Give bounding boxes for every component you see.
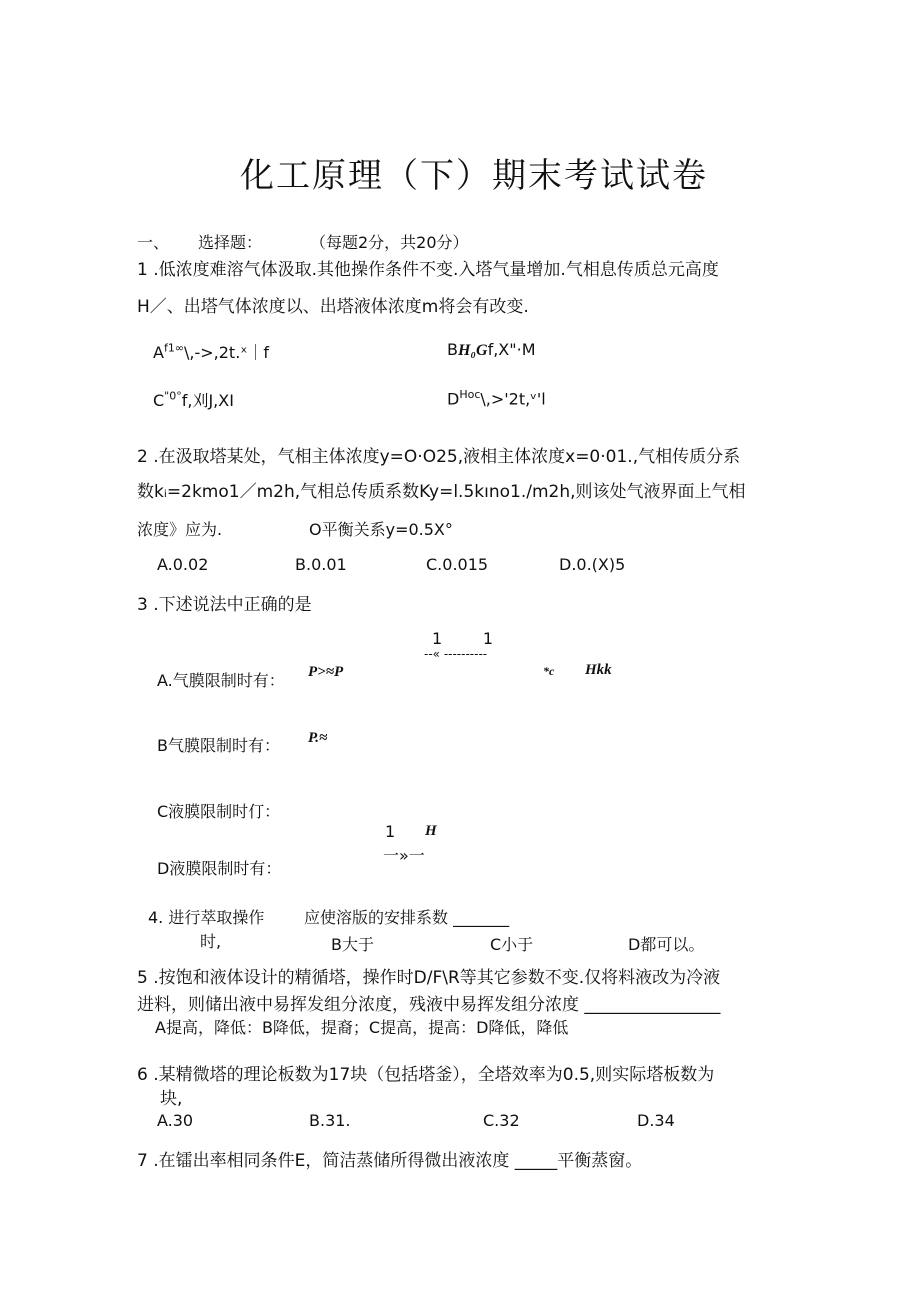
q6-option-c: C.32 <box>483 1111 520 1130</box>
q7-line1: 7 .在镭出率相同条件E，简洁蒸储所得微出液浓度 _____平衡蒸窗。 <box>137 1151 643 1171</box>
q6-line2: 块, <box>160 1089 183 1109</box>
q6-option-b: B.31. <box>309 1111 351 1130</box>
q3-option-a-hkk: Hkk <box>585 662 612 678</box>
q2-line3-left: 浓度》应为. <box>137 520 223 539</box>
q1-option-a-text: \,->,2t.ˣ｜f <box>184 343 270 362</box>
q4-stem-part3: 应使溶版的安排系数 _______ <box>304 908 510 927</box>
q5-line2: 进料，则储出液中易挥发组分浓度，残液中易挥发组分浓度 ________________ <box>137 995 721 1015</box>
section-label: 选择题： <box>198 233 263 252</box>
q2-option-c: C.0.015 <box>426 555 489 574</box>
q2-line1: 2 .在汲取塔某处，气相主体浓度y=O·O25,液相主体浓度x=0·01.,气相传质分系 <box>137 447 741 467</box>
q6-option-d: D.34 <box>637 1111 675 1130</box>
q1-option-c-sup: "0° <box>164 389 182 403</box>
page-title: 化工原理（下）期末考试试卷 <box>240 156 708 196</box>
q3-option-b: B气膜限制时有： <box>157 736 280 755</box>
q3-option-a-formula: P>≈P <box>308 664 344 680</box>
q5-line1: 5 .按饱和液体设计的精循塔，操作时D/F\R等其它参数不变.仅将料液改为冷液 <box>137 968 721 988</box>
q1-option-a-sup: f1∞ <box>163 341 184 355</box>
q1-option-c <box>153 388 234 411</box>
q1-option-d <box>447 388 546 408</box>
q3-stem: 3 .下述说法中正确的是 <box>137 595 312 615</box>
q3-option-d-h: H <box>425 823 437 839</box>
q4-option-b: B大于 <box>331 935 374 954</box>
q1-line1: 1 .低浓度难溶气体汲取.其他操作条件不变.入塔气量增加.气相息传质总元高度 <box>137 260 719 280</box>
q6-line1: 6 .某精微塔的理论板数为17块（包括塔釜），全塔效率为0.5,则实际塔板数为 <box>137 1065 715 1085</box>
section-points: （每题2分，共20分） <box>310 233 469 252</box>
q6-option-a: A.30 <box>157 1111 194 1130</box>
q1-option-b-letter: B <box>447 340 458 359</box>
q1-option-d-sup: Hoc <box>459 388 481 401</box>
q2-line3-right: O平衡关系y=0.5X° <box>309 520 453 539</box>
q4-option-c: C小于 <box>490 935 534 954</box>
q1-option-a-letter: A <box>153 343 164 362</box>
q1-option-a <box>153 340 269 363</box>
q1-option-b-text: f,X"·M <box>487 340 536 359</box>
q3-option-d: D液膜限制时有： <box>157 859 282 878</box>
q3-option-b-formula: P.≈ <box>308 730 328 746</box>
q3-fraction-line: --« ---------- <box>424 647 488 661</box>
q1-option-d-letter: D <box>447 389 460 409</box>
section-number: 一、 <box>137 233 170 252</box>
q1-line2: H／、出塔气体浓度以、出塔液体浓度m将会有改变. <box>137 297 529 317</box>
q1-option-c-text: f,刈J,XI <box>181 391 234 410</box>
q1-option-b <box>447 340 536 360</box>
q3-option-c: C液膜限制时仃： <box>157 802 281 821</box>
q4-stem-part1: 4. 进行萃取操作 <box>148 908 265 927</box>
q2-option-b: B.0.01 <box>295 555 347 574</box>
q3-fraction-numerators: 1 1 <box>432 629 494 648</box>
q3-option-d-fraction-line: 一»一 <box>383 846 425 865</box>
q2-option-a: A.0.02 <box>157 555 209 574</box>
q1-option-b-symbol: H₀G <box>457 342 488 359</box>
q1-option-d-text: \,>'2t,ᵛ'l <box>480 389 546 409</box>
q5-options: A提高，降低：B降低，提裔；C提高，提高：D降低，降低 <box>155 1018 569 1037</box>
q1-option-c-letter: C <box>153 391 165 410</box>
q2-line2: 数kᵢ=2kmo1／m2h,气相总传质系数Ky=l.5kıno1./m2h,则该处气液界面上气相 <box>137 482 746 502</box>
q3-option-a-symbol: *c <box>543 664 555 678</box>
q2-option-d: D.0.(X)5 <box>559 555 626 574</box>
q4-option-d: D都可以。 <box>628 935 705 954</box>
q4-stem-part2: 时, <box>200 932 222 951</box>
q3-option-a: A.气膜限制时有： <box>157 671 285 690</box>
q3-option-d-numerator: 1 <box>385 822 396 841</box>
